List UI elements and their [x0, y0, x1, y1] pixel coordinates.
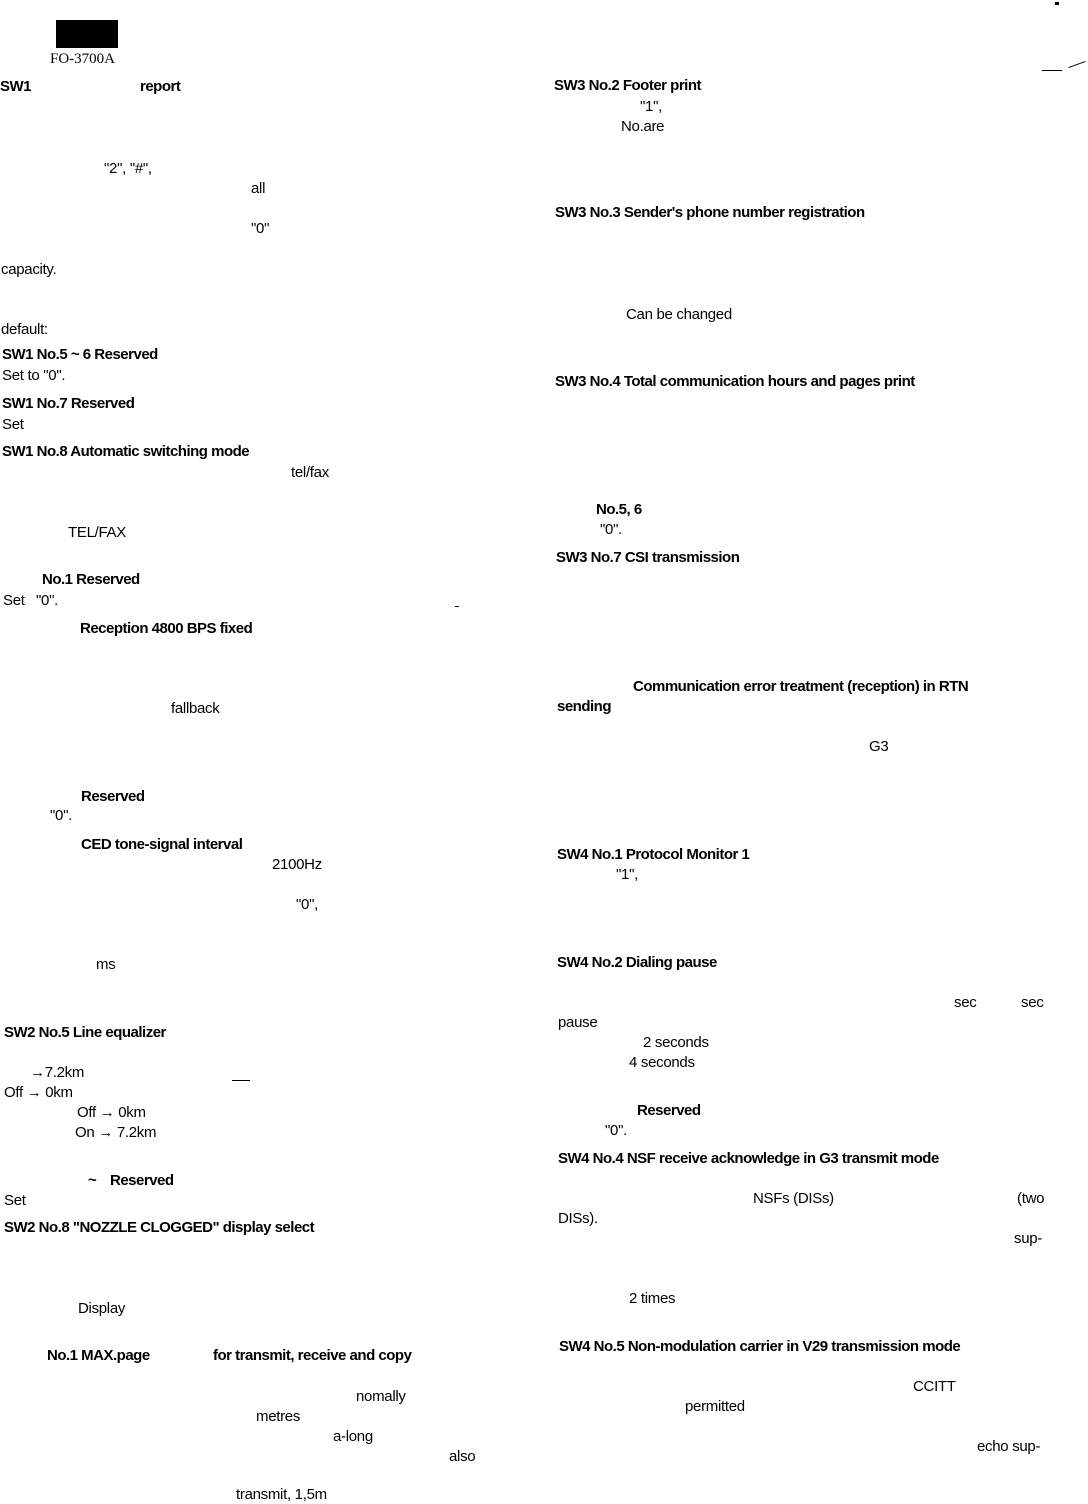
scan-mark [232, 1080, 250, 1081]
heading-sw4-no5: SW4 No.5 Non-modulation carrier in V29 transmission mode [559, 1338, 961, 1355]
text-fragment: G3 [869, 738, 889, 755]
text-fragment: transmit, 1,5m [236, 1486, 327, 1503]
heading-sw2-no1: No.1 Reserved [42, 571, 140, 588]
text-fragment: fallback [171, 700, 220, 717]
logo-block [56, 20, 118, 48]
text-fragment: 2100Hz [272, 856, 322, 873]
text-fragment: capacity. [1, 261, 57, 278]
scan-mark [1068, 61, 1085, 68]
text-fragment: Set [2, 416, 24, 433]
text-fragment: ~ [88, 1172, 97, 1189]
text-fragment: Can be changed [626, 306, 732, 323]
text-fragment: pause [558, 1014, 598, 1031]
text-fragment: a-long [333, 1428, 373, 1445]
heading-reception-4800: Reception 4800 BPS fixed [80, 620, 253, 637]
text-fragment: Display [78, 1300, 126, 1317]
text-fragment: Set to "0". [2, 367, 66, 384]
text-fragment: "0". [600, 521, 622, 538]
heading-sw3-no5-6: No.5, 6 [596, 501, 642, 518]
text-fragment: echo sup- [977, 1438, 1041, 1455]
heading-reserved: Reserved [110, 1172, 174, 1189]
heading-comm-error: Communication error treatment (reception) in RTN [633, 678, 969, 695]
text-fragment: "0". [50, 807, 72, 824]
text-fragment: "0". [36, 592, 58, 609]
heading-sw3-no3: SW3 No.3 Sender's phone number registration [555, 204, 865, 221]
heading-sw2-no5: SW2 No.5 Line equalizer [4, 1024, 166, 1041]
text-fragment: CCITT [913, 1378, 956, 1395]
heading-sw1-no7: SW1 No.7 Reserved [2, 395, 135, 412]
heading-sw3-no1-cont: for transmit, receive and copy [213, 1347, 412, 1364]
text-fragment: Off → 0km [4, 1084, 73, 1101]
heading-reserved: Reserved [637, 1102, 701, 1119]
text-fragment: →7.2km [30, 1064, 85, 1081]
heading-comm-error-cont: sending [557, 698, 612, 715]
text-fragment: metres [256, 1408, 301, 1425]
text-fragment: "0". [605, 1122, 627, 1139]
heading-sw3-no1: No.1 MAX.page [47, 1347, 150, 1364]
text-fragment: "2", "#", [104, 160, 152, 177]
text-fragment: Set [4, 1192, 26, 1209]
heading-sw1-no8: SW1 No.8 Automatic switching mode [2, 443, 250, 460]
text-fragment: default: [1, 321, 48, 338]
heading-sw4-no2: SW4 No.2 Dialing pause [557, 954, 717, 971]
scan-mark [1055, 2, 1059, 5]
text-fragment: Off → 0km [77, 1104, 146, 1121]
text-fragment: tel/fax [291, 464, 329, 481]
text-fragment: No.are [621, 118, 665, 135]
text-fragment: "1", [640, 98, 662, 115]
text-fragment: 2 seconds [643, 1034, 709, 1051]
text-fragment: permitted [685, 1398, 745, 1415]
text-fragment: On → 7.2km [75, 1124, 157, 1141]
text-fragment: all [251, 180, 266, 197]
text-fragment: sec [1021, 994, 1044, 1011]
heading-reserved: Reserved [81, 788, 145, 805]
heading-sw3-no7: SW3 No.7 CSI transmission [556, 549, 740, 566]
heading-sw1: SW1 [0, 78, 32, 95]
heading-sw2-no8: SW2 No.8 "NOZZLE CLOGGED" display select [4, 1219, 315, 1236]
text-fragment: sup- [1014, 1230, 1042, 1247]
text-fragment: "0" [251, 220, 270, 237]
text-fragment: sec [954, 994, 977, 1011]
text-fragment: "1", [616, 866, 638, 883]
text-fragment: TEL/FAX [68, 524, 126, 541]
heading-ced-tone: CED tone-signal interval [81, 836, 243, 853]
heading-sw3-no2: SW3 No.2 Footer print [554, 77, 701, 94]
text-fragment: "0", [296, 896, 318, 913]
scan-mark [455, 606, 459, 607]
heading-sw1-no5-6: SW1 No.5 ~ 6 Reserved [2, 346, 158, 363]
text-fragment: ms [96, 956, 116, 973]
text-fragment: also [449, 1448, 476, 1465]
text-fragment: DISs). [558, 1210, 598, 1227]
heading-sw4-no1: SW4 No.1 Protocol Monitor 1 [557, 846, 750, 863]
text-report: report [140, 78, 181, 95]
text-fragment: 4 seconds [629, 1054, 695, 1071]
text-fragment: Set [3, 592, 25, 609]
text-fragment: (two [1017, 1190, 1045, 1207]
text-fragment: 2 times [629, 1290, 676, 1307]
model-label: FO-3700A [50, 51, 116, 67]
heading-sw4-no4: SW4 No.4 NSF receive acknowledge in G3 transmit mode [558, 1150, 939, 1167]
scan-mark [1042, 70, 1062, 71]
text-fragment: NSFs (DISs) [753, 1190, 834, 1207]
heading-sw3-no4: SW3 No.4 Total communication hours and pages print [555, 373, 915, 390]
text-fragment: nomally [356, 1388, 406, 1405]
